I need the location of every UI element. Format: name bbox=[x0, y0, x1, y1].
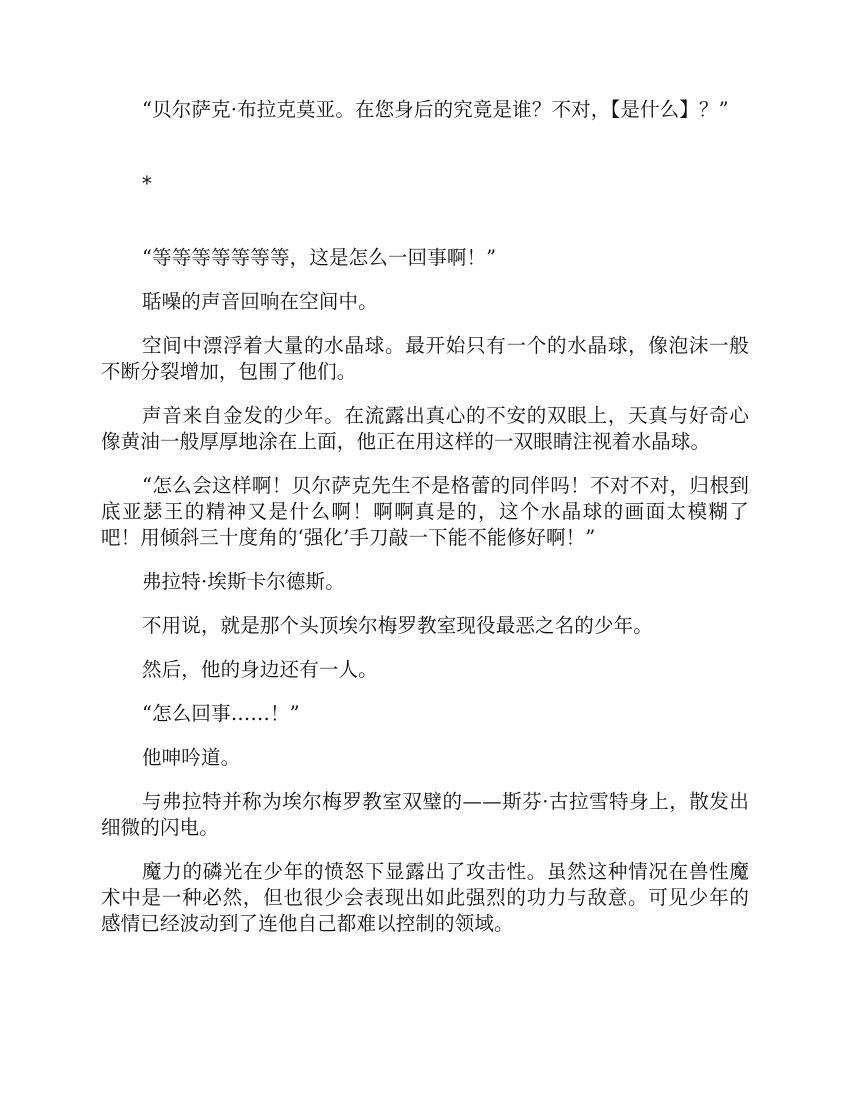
document-page bbox=[101, 97, 749, 937]
paragraph-worst-name: 不用说，就是那个头顶埃尔梅罗教室现役最恶之名的少年。 bbox=[142, 614, 653, 637]
paragraph-flat-exclaim: “等等等等等等等，这是怎么一回事啊！” bbox=[142, 246, 497, 269]
paragraph-blond-boy: 声音来自金发的少年。在流露出真心的不安的双眼上，天真与好奇心像黄油一般厚厚地涂在上面，他正在用这样的一双眼睛注视着水晶球。 bbox=[101, 404, 749, 453]
paragraph-svin-lightning: 与弗拉特并称为埃尔梅罗教室双璧的——斯芬·古拉雪特身上，散发出细微的闪电。 bbox=[101, 790, 749, 839]
paragraph-flat-name: 弗拉特·埃斯卡尔德斯。 bbox=[142, 570, 345, 593]
paragraph-flat-rant: “怎么会这样啊！贝尔萨克先生不是格蕾的同伴吗！不对不对，归根到底亚瑟王的精神又是什么啊！啊啊真是的，这个水晶球的画面太模糊了吧！用倾斜三十度角的‘强化’手刀敲一下能不能修好啊！” bbox=[101, 474, 749, 549]
paragraph-crystal-balls: 空间中漂浮着大量的水晶球。最开始只有一个的水晶球，像泡沫一般不断分裂增加，包围了他们。 bbox=[101, 334, 749, 383]
paragraph-groan: 他呻吟道。 bbox=[142, 746, 241, 769]
paragraph-noisy-voice: 聒噪的声音回响在空间中。 bbox=[142, 290, 378, 313]
paragraph-magic-phosphorescence: 魔力的磷光在少年的愤怒下显露出了攻击性。虽然这种情况在兽性魔术中是一种必然，但也很少会表现出如此强烈的功力与敌意。可见少年的感情已经波动到了连他自己都难以控制的领域。 bbox=[101, 860, 749, 935]
section-separator: * bbox=[142, 172, 152, 195]
paragraph-question-to-bersac: “贝尔萨克·布拉克莫亚。在您身后的究竟是谁？不对，【是什么】？” bbox=[142, 98, 729, 121]
paragraph-svin-exclaim: “怎么回事……！” bbox=[142, 702, 300, 725]
paragraph-another-person: 然后，他的身边还有一人。 bbox=[142, 658, 378, 681]
